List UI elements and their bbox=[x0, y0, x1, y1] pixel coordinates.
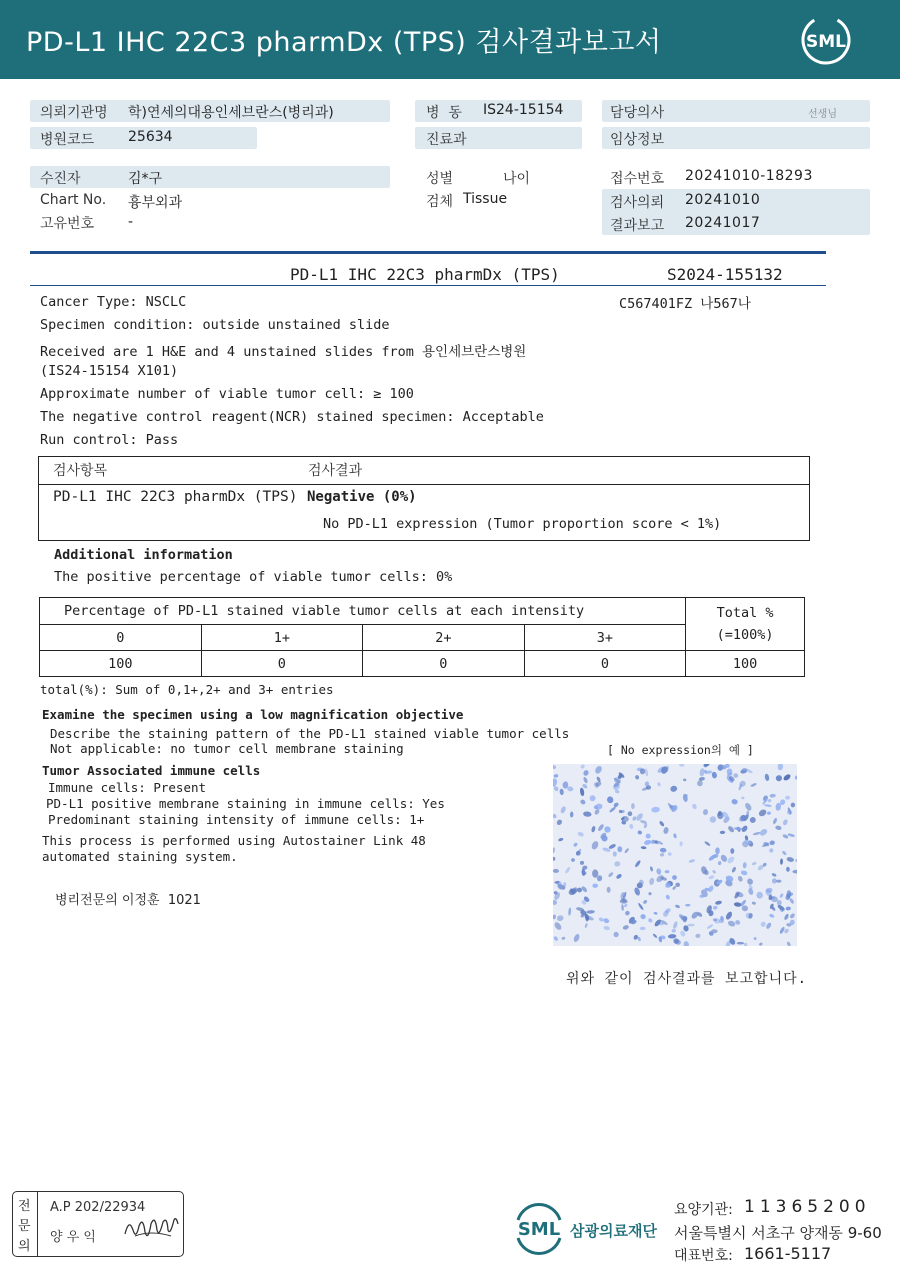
additional-title: Additional information bbox=[54, 547, 233, 563]
report-date-value: 20241017 bbox=[685, 215, 761, 231]
stamp-name: 양 우 익 bbox=[50, 1230, 96, 1245]
stamp-char-3: 의 bbox=[18, 1239, 31, 1254]
col-intensity-1: 1+ bbox=[201, 625, 363, 651]
line-ncr: The negative control reagent(NCR) stained specimen: Acceptable bbox=[40, 409, 544, 425]
test-name: PD-L1 IHC 22C3 pharmDx (TPS) bbox=[290, 265, 560, 284]
specimen-label: 검체 bbox=[426, 194, 454, 210]
logo-text: SML bbox=[806, 32, 846, 52]
hosp-code-value: 25634 bbox=[128, 129, 173, 145]
cell-nucleus bbox=[715, 847, 720, 854]
val-intensity-0: 100 bbox=[40, 651, 202, 677]
cell-nucleus bbox=[737, 942, 744, 945]
val-total: 100 bbox=[686, 651, 805, 677]
code-value: 11365200 bbox=[744, 1197, 871, 1217]
cell-nucleus bbox=[614, 932, 619, 937]
val-intensity-2: 0 bbox=[363, 651, 525, 677]
immune-line-1: Immune cells: Present bbox=[48, 780, 207, 795]
req-date-value: 20241010 bbox=[685, 192, 761, 208]
stamp-char-2: 문 bbox=[18, 1219, 31, 1234]
sub-code: C567401FZ 나567나 bbox=[619, 296, 751, 312]
sub-rule bbox=[30, 285, 826, 286]
chart-label: Chart No. bbox=[40, 192, 107, 208]
line-cancer-type: Cancer Type: NSCLC bbox=[40, 294, 187, 310]
dept-label: 진료과 bbox=[426, 132, 467, 148]
process-line-2: automated staining system. bbox=[42, 849, 238, 864]
chart-value: 흉부외과 bbox=[128, 195, 183, 211]
line-run-control: Run control: Pass bbox=[40, 432, 179, 448]
phone-value: 1661-5117 bbox=[744, 1244, 832, 1263]
ward-value: IS24-15154 bbox=[483, 102, 564, 118]
receipt-value: 20241010-18293 bbox=[685, 168, 813, 184]
examine-line-2: Not applicable: no tumor cell membrane staining bbox=[50, 741, 404, 756]
immune-title: Tumor Associated immune cells bbox=[42, 763, 261, 778]
signature-stamp bbox=[12, 1191, 184, 1257]
intensity-header: Percentage of PD-L1 stained viable tumor cells at each intensity bbox=[40, 598, 686, 625]
line-case-id: (IS24-15154 X101) bbox=[40, 363, 179, 379]
stamp-side bbox=[13, 1192, 38, 1256]
phone-label: 대표번호: bbox=[674, 1248, 733, 1264]
cell-nucleus bbox=[613, 851, 617, 856]
code-label: 요양기관: bbox=[674, 1202, 733, 1218]
line-viable-cells: Approximate number of viable tumor cell: ≥ 100 bbox=[40, 386, 414, 402]
total-header-1: Total % bbox=[716, 605, 774, 621]
ward-label: 병 동 bbox=[426, 105, 462, 121]
total-header bbox=[686, 598, 805, 651]
additional-text: The positive percentage of viable tumor cells: 0% bbox=[54, 569, 453, 585]
pathologist: 병리전문의 이정훈 1021 bbox=[55, 893, 201, 908]
sml-logo-icon bbox=[800, 14, 852, 66]
report-number: S2024-155132 bbox=[667, 265, 783, 284]
col-intensity-0: 0 bbox=[40, 625, 202, 651]
examine-line-1: Describe the staining pattern of the PD-L1 stained viable tumor cells bbox=[50, 726, 570, 741]
uid-label: 고유번호 bbox=[40, 216, 95, 232]
line-received: Received are 1 H&E and 4 unstained slides from 용인세브란스병원 bbox=[40, 344, 527, 360]
stamp-char-1: 전 bbox=[18, 1199, 31, 1214]
req-inst-label: 의뢰기관명 bbox=[40, 105, 108, 121]
result-table-divider bbox=[39, 484, 809, 485]
report-header bbox=[0, 0, 900, 79]
result-value: Negative (0%) bbox=[307, 489, 417, 505]
report-title: PD-L1 IHC 22C3 pharmDx (TPS) 검사결과보고서 bbox=[26, 27, 662, 58]
result-col-result: 검사결과 bbox=[308, 463, 363, 479]
result-note: No PD-L1 expression (Tumor proportion score < 1%) bbox=[323, 516, 722, 532]
handwritten-signature bbox=[121, 1210, 181, 1246]
line-specimen-condition: Specimen condition: outside unstained slide bbox=[40, 317, 390, 333]
microscopy-image bbox=[553, 764, 797, 946]
report-date-label: 결과보고 bbox=[610, 218, 665, 234]
total-note: total(%): Sum of 0,1+,2+ and 3+ entries bbox=[40, 682, 334, 697]
org-name: 삼광의료재단 bbox=[570, 1222, 657, 1240]
immune-line-2: PD-L1 positive membrane staining in immune cells: Yes bbox=[46, 796, 445, 811]
clinical-label: 임상정보 bbox=[610, 132, 665, 148]
total-header-2: (=100%) bbox=[716, 627, 774, 643]
band-patient bbox=[30, 166, 390, 188]
sex-label: 성별 bbox=[426, 171, 454, 187]
result-item: PD-L1 IHC 22C3 pharmDx (TPS) bbox=[53, 489, 298, 505]
req-date-label: 검사의뢰 bbox=[610, 195, 665, 211]
stamp-id: A.P 202/22934 bbox=[50, 1200, 146, 1215]
process-line-1: This process is performed using Autostainer Link 48 bbox=[42, 833, 426, 848]
cell-nucleus bbox=[730, 848, 734, 854]
org-logo-text: SML bbox=[517, 1219, 561, 1240]
address: 서울특별시 서초구 양재동 9-60 bbox=[674, 1224, 882, 1242]
cell-nucleus bbox=[700, 895, 705, 898]
top-rule bbox=[30, 251, 826, 254]
org-logo-icon bbox=[510, 1200, 568, 1256]
doctor-suffix: 선생님 bbox=[808, 109, 837, 120]
col-intensity-2: 2+ bbox=[363, 625, 525, 651]
patient-value: 김*구 bbox=[128, 171, 163, 187]
receipt-label: 접수번호 bbox=[610, 171, 665, 187]
cell-nucleus bbox=[640, 927, 646, 930]
intensity-table bbox=[39, 597, 805, 677]
hosp-code-label: 병원코드 bbox=[40, 132, 95, 148]
result-col-item: 검사항목 bbox=[53, 463, 108, 479]
val-intensity-3: 0 bbox=[524, 651, 686, 677]
val-intensity-1: 0 bbox=[201, 651, 363, 677]
req-inst-value: 학)연세의대용인세브란스(병리과) bbox=[128, 105, 334, 121]
closing-statement: 위와 같이 검사결과를 보고합니다. bbox=[566, 971, 808, 987]
age-label: 나이 bbox=[503, 171, 531, 187]
patient-label: 수진자 bbox=[40, 171, 81, 187]
cell-nucleus bbox=[719, 919, 724, 923]
specimen-value: Tissue bbox=[463, 191, 508, 207]
immune-line-3: Predominant staining intensity of immune cells: 1+ bbox=[48, 812, 425, 827]
uid-value: - bbox=[128, 214, 134, 230]
image-caption: [ No expression의 예 ] bbox=[607, 743, 754, 757]
examine-title: Examine the specimen using a low magnification objective bbox=[42, 707, 464, 722]
doctor-label: 담당의사 bbox=[610, 105, 665, 121]
col-intensity-3: 3+ bbox=[524, 625, 686, 651]
